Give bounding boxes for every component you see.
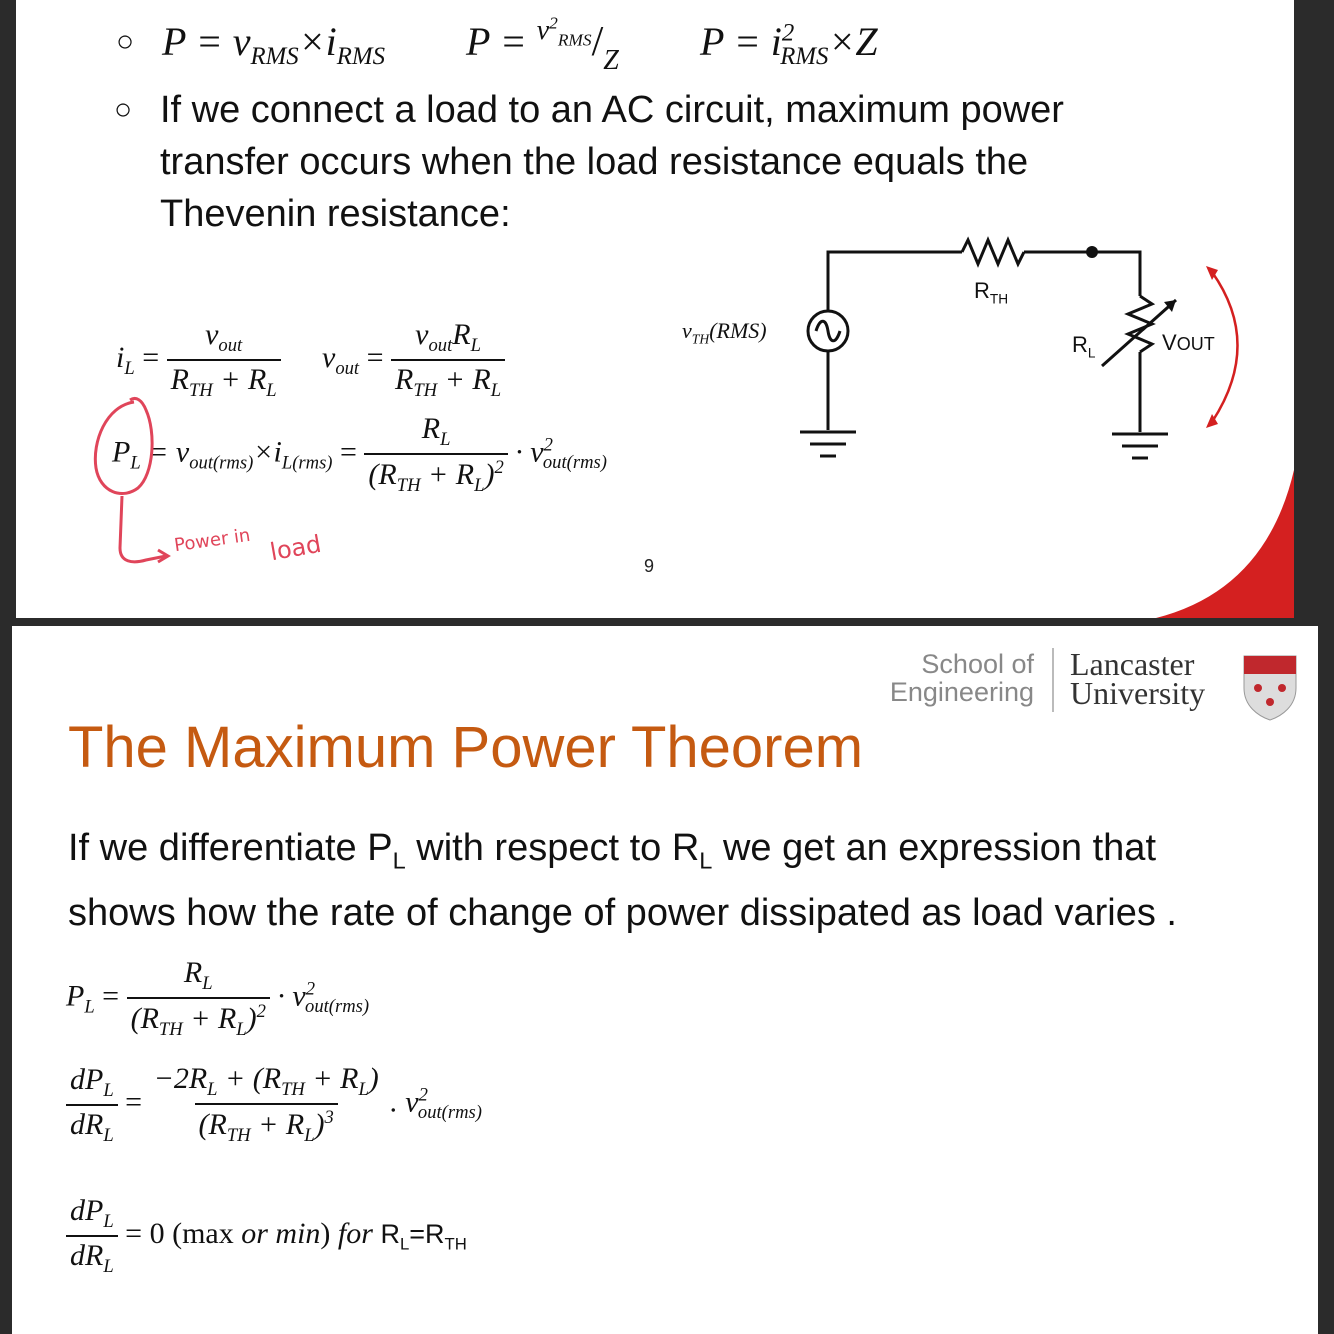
vout-fraction: $\frac{v_{out}R_L}{R_{TH} + R_L}$	[391, 318, 505, 402]
wire-top-right	[1024, 252, 1140, 296]
current-equation: $i_L$ = $\frac{v_{out}}{R_{TH} + R_L}$	[116, 318, 281, 402]
vout-label: VOUT	[1162, 330, 1215, 355]
eq2-lhs-fraction: $\frac{dP_L}{dR_L}$	[66, 1063, 118, 1147]
annotation-power-in: Power in	[172, 524, 252, 557]
power-equation: $P_L = v_{out(rms)}\times i_{L(rms)}$ = $\frac{R_L}{(R_{TH} + R_L)^2}$ · $v^2_{out(rms)}$	[112, 412, 607, 496]
vout-equation: $v_{out}$ = $\frac{v_{out}R_L}{R_{TH} + R_L}$	[322, 318, 505, 402]
power-formula-3: $P = i^2_{RMS}\times Z$	[700, 19, 878, 70]
junction-dot	[1086, 246, 1098, 258]
rth-label: $R_{TH}$	[974, 278, 1009, 307]
bullet-circle-icon: ○	[116, 25, 135, 58]
ground-right-icon	[1112, 434, 1168, 458]
current-fraction: $\frac{v_{out}}{R_{TH} + R_L}$	[167, 318, 281, 402]
intro-paragraph: If we differentiate $P_L$ with respect to $R_L$ we get an expression that shows how the rate of change of power dissipated as load varies .	[68, 827, 1177, 934]
power-fraction: $\frac{R_L}{(R_{TH} + R_L)^2}$	[364, 412, 507, 497]
circuit-diagram	[16, 0, 1294, 618]
eq2-rhs-fraction: $\frac{-2R_L + (R_{TH} + R_L)}{(R_{TH} + R_L)^3}$	[153, 1062, 379, 1146]
page-number: 9	[644, 556, 655, 576]
eq1-fraction: $\frac{R_L}{(R_{TH} + R_L)^2}$	[127, 956, 270, 1041]
top-slide	[16, 0, 1294, 618]
power-formula-1: $P = v_{RMS}\times i_{RMS}$	[162, 19, 385, 70]
derivative-equation: $\frac{dP_L}{dR_L}$ = $\frac{-2R_L + (R_{TH} + R_L)}{(R_{TH} + R_L)^3}$ . $v^2_{out(rms)}$	[66, 1062, 482, 1147]
rth-resistor	[962, 240, 1024, 264]
eq3-lhs-fraction: $\frac{dP_L}{dR_L}$	[66, 1194, 118, 1278]
school-logo-text: School of Engineering	[889, 649, 1034, 707]
source-label: $v_{TH}(RMS)$	[682, 318, 767, 347]
maximum-condition-equation: $\frac{dP_L}{dR_L}$ = 0 (max or min) for $R_L=R_{TH}$	[66, 1194, 467, 1278]
slide-title: The Maximum Power Theorem	[68, 715, 864, 780]
rl-label: $R_L$	[1072, 332, 1096, 361]
annotation-load: load	[267, 529, 324, 567]
logo-divider	[1052, 648, 1054, 712]
vout-arc	[1212, 272, 1238, 422]
wire-top-left	[828, 252, 962, 312]
university-crest-icon	[1242, 654, 1298, 722]
bullet-text: If we connect a load to an AC circuit, maximum power transfer occurs when the load resistance equals the Thevenin resistance:	[160, 89, 1064, 235]
power-formula-2: $P = v^2_{RMS}/_Z$	[466, 13, 619, 76]
university-logo-text: Lancaster University	[1070, 646, 1206, 711]
bullet-circle-icon: ○	[114, 93, 133, 126]
power-equation-repeat: $P_L$ = $\frac{R_L}{(R_{TH} + R_L)^2}$ · $v^2_{out(rms)}$	[66, 956, 370, 1040]
ground-left-icon	[800, 432, 856, 456]
bottom-slide	[12, 626, 1318, 1334]
ac-wave-icon	[816, 321, 840, 341]
